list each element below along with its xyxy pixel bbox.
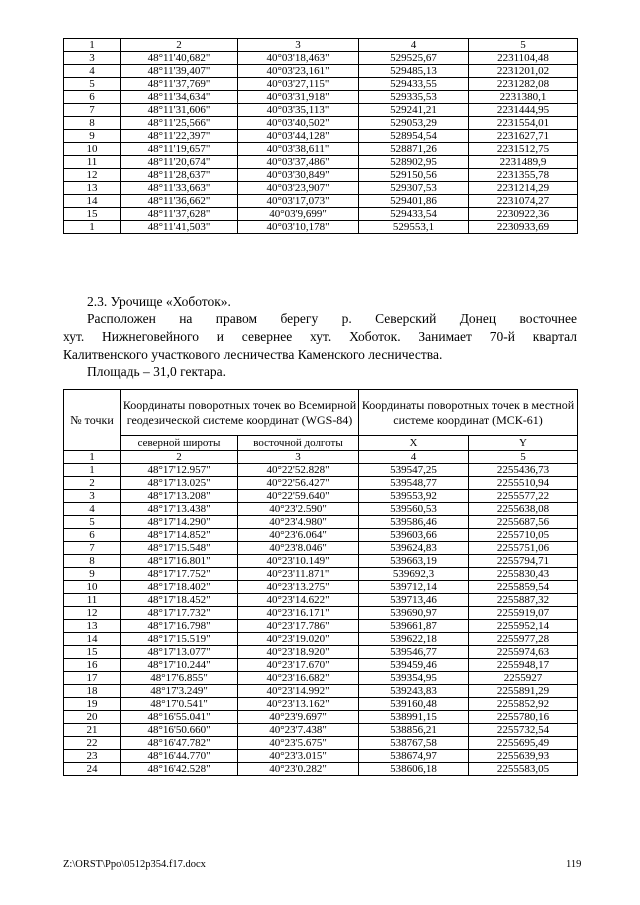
table-cell: 529485,13 [359, 65, 469, 78]
table-cell: 40°23'4.980" [238, 516, 359, 529]
table-cell: 2231355,78 [469, 169, 578, 182]
table-cell: 40°03'38,611" [238, 143, 359, 156]
table-cell: 2255732,54 [469, 724, 578, 737]
table-cell: 48°16'50.660" [121, 724, 238, 737]
table-cell: 19 [64, 698, 121, 711]
table-cell: 8 [64, 117, 121, 130]
numbering-cell: 3 [238, 39, 359, 52]
table-row [64, 711, 578, 724]
table-cell: 539661,87 [359, 620, 469, 633]
table-cell: 539586,46 [359, 516, 469, 529]
table-cell: 40°03'37,486" [238, 156, 359, 169]
table-cell: 48°11'36,662" [121, 195, 238, 208]
table-cell: 48°17'14.852" [121, 529, 238, 542]
table-cell: 40°03'23,161" [238, 65, 359, 78]
table-row [64, 568, 578, 581]
table-cell: 24 [64, 763, 121, 776]
table-cell: 12 [64, 169, 121, 182]
table-cell: 539548,77 [359, 477, 469, 490]
area-text: Площадь – 31,0 гектара. [87, 364, 227, 379]
table-cell: 2230933,69 [469, 221, 578, 234]
table-row [64, 698, 578, 711]
table-row [64, 607, 578, 620]
table-cell: 2231282,08 [469, 78, 578, 91]
table-cell: 529335,53 [359, 91, 469, 104]
table-cell: 1 [64, 221, 121, 234]
table-row [64, 620, 578, 633]
table-cell: 40°23'16.171" [238, 607, 359, 620]
table-cell: 2 [64, 477, 121, 490]
table-cell: 11 [64, 156, 121, 169]
table-cell: 2231104,48 [469, 52, 578, 65]
table-cell: 13 [64, 620, 121, 633]
table-cell: 48°17'13.438" [121, 503, 238, 516]
table-cell: 40°03'35,113" [238, 104, 359, 117]
table-row [64, 156, 578, 169]
table-cell: 48°17'17.732" [121, 607, 238, 620]
table-cell: 539712,14 [359, 581, 469, 594]
table-cell: 48°11'20,674" [121, 156, 238, 169]
table-cell: 40°23'17.670" [238, 659, 359, 672]
table-row [64, 65, 578, 78]
table-cell: 48°16'47.782" [121, 737, 238, 750]
table-cell: 15 [64, 208, 121, 221]
table-cell: 538856,21 [359, 724, 469, 737]
table-cell: 2255436,73 [469, 464, 578, 477]
table-row [64, 763, 578, 776]
table-cell: 48°17'17.752" [121, 568, 238, 581]
table-cell: 538767,58 [359, 737, 469, 750]
table-cell: 40°23'3.015" [238, 750, 359, 763]
table-cell: 48°17'6.855" [121, 672, 238, 685]
table-cell: 2255510,94 [469, 477, 578, 490]
table-cell: 2231627,71 [469, 130, 578, 143]
table-cell: 48°11'31,606" [121, 104, 238, 117]
numbering-row [64, 451, 578, 464]
table-cell: 23 [64, 750, 121, 763]
table-cell: 2231554,01 [469, 117, 578, 130]
table-cell: 529433,55 [359, 78, 469, 91]
table-cell: 529401,86 [359, 195, 469, 208]
table-cell: 538606,18 [359, 763, 469, 776]
table-cell: 2255830,43 [469, 568, 578, 581]
table-row [64, 555, 578, 568]
table-cell: 2255952,14 [469, 620, 578, 633]
table-cell: 2255891,29 [469, 685, 578, 698]
header-point-number: № точки [64, 390, 121, 451]
table-row [64, 490, 578, 503]
table-row [64, 195, 578, 208]
table-cell: 40°22'52.828" [238, 464, 359, 477]
table-cell: 48°11'37,628" [121, 208, 238, 221]
numbering-cell: 5 [469, 451, 578, 464]
table-cell: 2230922,36 [469, 208, 578, 221]
table-row [64, 78, 578, 91]
table-cell: 539560,53 [359, 503, 469, 516]
table-cell: 2231444,95 [469, 104, 578, 117]
table-row [64, 659, 578, 672]
table-cell: 40°23'13.162" [238, 698, 359, 711]
table-cell: 2255695,49 [469, 737, 578, 750]
table-cell: 539603,66 [359, 529, 469, 542]
table-cell: 48°17'13.077" [121, 646, 238, 659]
table-cell: 539624,83 [359, 542, 469, 555]
table-cell: 17 [64, 672, 121, 685]
table-cell: 40°23'11.871" [238, 568, 359, 581]
table-cell: 2255977,28 [469, 633, 578, 646]
table-cell: 48°17'18.402" [121, 581, 238, 594]
table-cell: 48°16'42.528" [121, 763, 238, 776]
table-cell: 40°22'56.427" [238, 477, 359, 490]
table-cell: 48°11'37,769" [121, 78, 238, 91]
table-cell: 48°17'12.957" [121, 464, 238, 477]
table-cell: 48°17'18.452" [121, 594, 238, 607]
table-cell: 2231201,02 [469, 65, 578, 78]
table-cell: 5 [64, 516, 121, 529]
table-cell: 48°11'19,657" [121, 143, 238, 156]
table-cell: 2255859,54 [469, 581, 578, 594]
numbering-cell: 2 [121, 451, 238, 464]
table-cell: 2255887,32 [469, 594, 578, 607]
table-row [64, 221, 578, 234]
table-cell: 2255638,08 [469, 503, 578, 516]
table-cell: 40°03'18,463" [238, 52, 359, 65]
table-cell: 40°03'40,502" [238, 117, 359, 130]
table-cell: 48°11'41,503" [121, 221, 238, 234]
table-cell: 48°17'15.519" [121, 633, 238, 646]
table-cell: 48°11'22,397" [121, 130, 238, 143]
table-cell: 48°11'39,407" [121, 65, 238, 78]
table-cell: 48°17'16.801" [121, 555, 238, 568]
table-cell: 11 [64, 594, 121, 607]
section-description [63, 310, 577, 364]
table-row [64, 724, 578, 737]
table-row [64, 104, 578, 117]
table-cell: 48°17'13.208" [121, 490, 238, 503]
table-cell: 529433,54 [359, 208, 469, 221]
table-cell: 539692,3 [359, 568, 469, 581]
numbering-cell: 4 [359, 39, 469, 52]
table-cell: 4 [64, 65, 121, 78]
table-cell: 10 [64, 581, 121, 594]
table-cell: 40°23'0.282" [238, 763, 359, 776]
table-cell: 529525,67 [359, 52, 469, 65]
table-cell: 40°23'2.590" [238, 503, 359, 516]
table-cell: 48°16'44.770" [121, 750, 238, 763]
description-line: Калитвенского участкового лесничества Каменского лесничества. [63, 347, 443, 362]
table-cell: 40°03'10,178" [238, 221, 359, 234]
table-cell: 8 [64, 555, 121, 568]
table-row [64, 633, 578, 646]
table-row [64, 750, 578, 763]
table-cell: 40°03'27,115" [238, 78, 359, 91]
table-cell: 529553,1 [359, 221, 469, 234]
table-cell: 40°23'5.675" [238, 737, 359, 750]
table-row [64, 208, 578, 221]
numbering-row [64, 39, 578, 52]
header-msk61: Координаты поворотных точек в местной системе координат (МСК-61) [359, 390, 578, 436]
table-row [64, 646, 578, 659]
header-wgs84: Координаты поворотных точек во Всемирной геодезической системе координат (WGS-84) [121, 390, 359, 436]
table-cell: 539354,95 [359, 672, 469, 685]
table-cell: 3 [64, 490, 121, 503]
table-cell: 529053,29 [359, 117, 469, 130]
table-cell: 48°17'3.249" [121, 685, 238, 698]
table-cell: 7 [64, 542, 121, 555]
table-cell: 48°16'55.041" [121, 711, 238, 724]
table-cell: 529307,53 [359, 182, 469, 195]
table-row [64, 91, 578, 104]
table-cell: 40°22'59.640" [238, 490, 359, 503]
table-cell: 21 [64, 724, 121, 737]
table-cell: 2255583,05 [469, 763, 578, 776]
subheader-y: Y [469, 436, 578, 451]
numbering-cell: 5 [469, 39, 578, 52]
table-cell: 20 [64, 711, 121, 724]
table-row [64, 737, 578, 750]
table-cell: 2255919,07 [469, 607, 578, 620]
table-row [64, 581, 578, 594]
table-cell: 538991,15 [359, 711, 469, 724]
table-row [64, 169, 578, 182]
table-cell: 40°23'18.920" [238, 646, 359, 659]
table-cell: 40°23'16.682" [238, 672, 359, 685]
numbering-cell: 3 [238, 451, 359, 464]
table-cell: 48°11'33,663" [121, 182, 238, 195]
table-cell: 2255974,63 [469, 646, 578, 659]
table-row [64, 143, 578, 156]
table-cell: 2255577,22 [469, 490, 578, 503]
table-cell: 529241,21 [359, 104, 469, 117]
table-cell: 15 [64, 646, 121, 659]
table-cell: 539713,46 [359, 594, 469, 607]
subheader-x: X [359, 436, 469, 451]
numbering-cell: 4 [359, 451, 469, 464]
table-cell: 13 [64, 182, 121, 195]
table-cell: 3 [64, 52, 121, 65]
table-row [64, 464, 578, 477]
table-cell: 539622,18 [359, 633, 469, 646]
table-row [64, 529, 578, 542]
table-cell: 40°23'13.275" [238, 581, 359, 594]
section-heading: 2.3. Урочище «Хоботок». [87, 294, 231, 309]
table-cell: 2231074,27 [469, 195, 578, 208]
table-cell: 539690,97 [359, 607, 469, 620]
table-cell: 539553,92 [359, 490, 469, 503]
numbering-cell: 1 [64, 451, 121, 464]
table-cell: 18 [64, 685, 121, 698]
subheader-longitude: восточной долготы [238, 436, 359, 451]
table-row [64, 130, 578, 143]
coordinates-table-continued [63, 38, 578, 234]
table-cell: 2231489,9 [469, 156, 578, 169]
table-cell: 40°23'6.064" [238, 529, 359, 542]
table-cell: 2255927 [469, 672, 578, 685]
numbering-cell: 1 [64, 39, 121, 52]
table-cell: 16 [64, 659, 121, 672]
table-cell: 6 [64, 529, 121, 542]
table-cell: 538674,97 [359, 750, 469, 763]
table-cell: 48°11'28,637" [121, 169, 238, 182]
table-cell: 539243,83 [359, 685, 469, 698]
table-cell: 48°17'0.541" [121, 698, 238, 711]
table-cell: 2255852,92 [469, 698, 578, 711]
table-cell: 2231512,75 [469, 143, 578, 156]
table-row [64, 52, 578, 65]
table-cell: 48°17'10.244" [121, 659, 238, 672]
table-cell: 40°03'9,699" [238, 208, 359, 221]
table-cell: 48°17'14.290" [121, 516, 238, 529]
table-cell: 2255780,16 [469, 711, 578, 724]
table-cell: 529150,56 [359, 169, 469, 182]
table-cell: 2231380,1 [469, 91, 578, 104]
table-cell: 14 [64, 195, 121, 208]
table-cell: 2255751,06 [469, 542, 578, 555]
table-cell: 6 [64, 91, 121, 104]
table-cell: 528871,26 [359, 143, 469, 156]
table-cell: 48°11'40,682" [121, 52, 238, 65]
table-cell: 7 [64, 104, 121, 117]
table-cell: 40°23'7.438" [238, 724, 359, 737]
table-cell: 9 [64, 130, 121, 143]
table-cell: 40°03'31,918" [238, 91, 359, 104]
table-cell: 14 [64, 633, 121, 646]
table-cell: 528954,54 [359, 130, 469, 143]
table-cell: 2255687,56 [469, 516, 578, 529]
table-cell: 48°17'15.548" [121, 542, 238, 555]
table-cell: 528902,95 [359, 156, 469, 169]
table-cell: 40°23'19.020" [238, 633, 359, 646]
table-row [64, 542, 578, 555]
table-cell: 10 [64, 143, 121, 156]
table-cell: 40°23'8.046" [238, 542, 359, 555]
footer-file-path: Z:\ORST\Ppo\0512p354.f17.docx [63, 859, 206, 870]
table-cell: 2255639,93 [469, 750, 578, 763]
table-cell: 2255948,17 [469, 659, 578, 672]
table-cell: 539663,19 [359, 555, 469, 568]
table-row [64, 477, 578, 490]
table-cell: 2255794,71 [469, 555, 578, 568]
table-cell: 40°23'17.786" [238, 620, 359, 633]
table-cell: 539459,46 [359, 659, 469, 672]
table-row [64, 685, 578, 698]
table-cell: 40°23'9.697" [238, 711, 359, 724]
coordinates-table [63, 389, 578, 776]
table-cell: 9 [64, 568, 121, 581]
table-cell: 4 [64, 503, 121, 516]
table-row [64, 672, 578, 685]
description-line: Расположен на правом берегу р. Северский Донец восточнее [87, 311, 577, 326]
table-cell: 12 [64, 607, 121, 620]
table-cell: 5 [64, 78, 121, 91]
table-cell: 40°23'14.992" [238, 685, 359, 698]
table-row [64, 182, 578, 195]
table-cell: 48°17'16.798" [121, 620, 238, 633]
description-line: хут. Нижнеговейного и севернее хут. Хоботок. Занимает 70-й квартал [63, 329, 577, 344]
table-cell: 40°03'23,907" [238, 182, 359, 195]
table-cell: 2255710,05 [469, 529, 578, 542]
page-number: 119 [566, 859, 582, 870]
table-row [64, 516, 578, 529]
table-cell: 539546,77 [359, 646, 469, 659]
table-cell: 40°03'44,128" [238, 130, 359, 143]
table-row [64, 503, 578, 516]
table-cell: 40°03'30,849" [238, 169, 359, 182]
table-cell: 539160,48 [359, 698, 469, 711]
numbering-cell: 2 [121, 39, 238, 52]
table-row [64, 117, 578, 130]
table-cell: 48°11'34,634" [121, 91, 238, 104]
table-row [64, 594, 578, 607]
table-cell: 40°03'17,073" [238, 195, 359, 208]
table-cell: 48°11'25,566" [121, 117, 238, 130]
table-cell: 40°23'14.622" [238, 594, 359, 607]
table-cell: 1 [64, 464, 121, 477]
subheader-latitude: северной широты [121, 436, 238, 451]
table-cell: 2231214,29 [469, 182, 578, 195]
table-cell: 40°23'10.149" [238, 555, 359, 568]
table-cell: 22 [64, 737, 121, 750]
table-cell: 48°17'13.025" [121, 477, 238, 490]
table-cell: 539547,25 [359, 464, 469, 477]
